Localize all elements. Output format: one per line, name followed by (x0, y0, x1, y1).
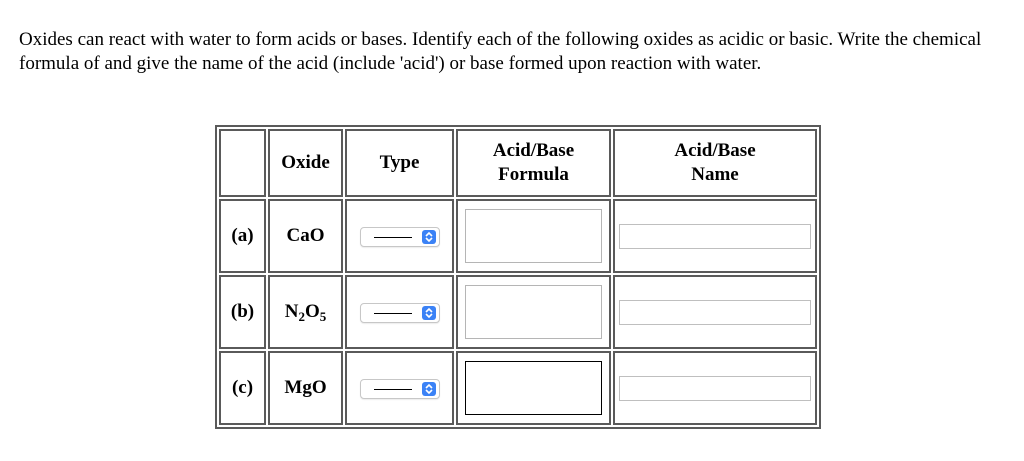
header-row (219, 129, 817, 197)
chevron-updown-icon (422, 230, 436, 244)
type-select[interactable] (360, 379, 440, 399)
name-cell (613, 275, 817, 349)
oxide-formula: MgO (268, 351, 343, 425)
header-formula (456, 129, 611, 197)
select-blank-value (374, 237, 412, 238)
name-input[interactable] (619, 300, 811, 325)
row-label: (a) (219, 199, 266, 273)
formula-cell (456, 199, 611, 273)
type-select[interactable] (360, 303, 440, 323)
row-label: (c) (219, 351, 266, 425)
oxides-table (215, 125, 821, 429)
name-cell (613, 351, 817, 425)
oxide-formula: CaO (268, 199, 343, 273)
header-name-line1: Acid/Base (674, 140, 756, 161)
name-cell (613, 199, 817, 273)
header-formula-line1: Acid/Base (492, 140, 575, 161)
type-cell (345, 351, 454, 425)
table-row (219, 275, 817, 349)
select-blank-value (374, 313, 412, 314)
oxide-subscript: 5 (319, 309, 327, 324)
table-row (219, 351, 817, 425)
formula-input[interactable] (465, 209, 602, 263)
header-formula-line2: Formula (498, 164, 569, 185)
chevron-updown-icon (422, 382, 436, 396)
header-type: Type (345, 129, 454, 197)
row-label: (b) (219, 275, 266, 349)
header-oxide: Oxide (268, 129, 343, 197)
oxide-formula (268, 275, 343, 349)
question-text: Oxides can react with water to form acids or bases. Identify each of the following oxides as acidic or basic. Write the chemical formula of and give the name of the acid (include 'acid') or base formed upon reaction with water. (19, 29, 982, 74)
type-cell (345, 199, 454, 273)
chevron-updown-icon (422, 306, 436, 320)
oxide-part: O (304, 301, 320, 322)
formula-input[interactable] (465, 285, 602, 339)
oxide-subscript: 2 (298, 309, 305, 324)
header-name (613, 129, 817, 197)
table-row (219, 199, 817, 273)
select-blank-value (374, 389, 412, 390)
formula-input[interactable] (465, 361, 602, 415)
header-label-col (219, 129, 266, 197)
formula-cell (456, 351, 611, 425)
header-name-line2: Name (691, 164, 739, 185)
type-cell (345, 275, 454, 349)
formula-cell (456, 275, 611, 349)
oxide-part: N (284, 301, 299, 322)
name-input[interactable] (619, 376, 811, 401)
type-select[interactable] (360, 227, 440, 247)
name-input[interactable] (619, 224, 811, 249)
